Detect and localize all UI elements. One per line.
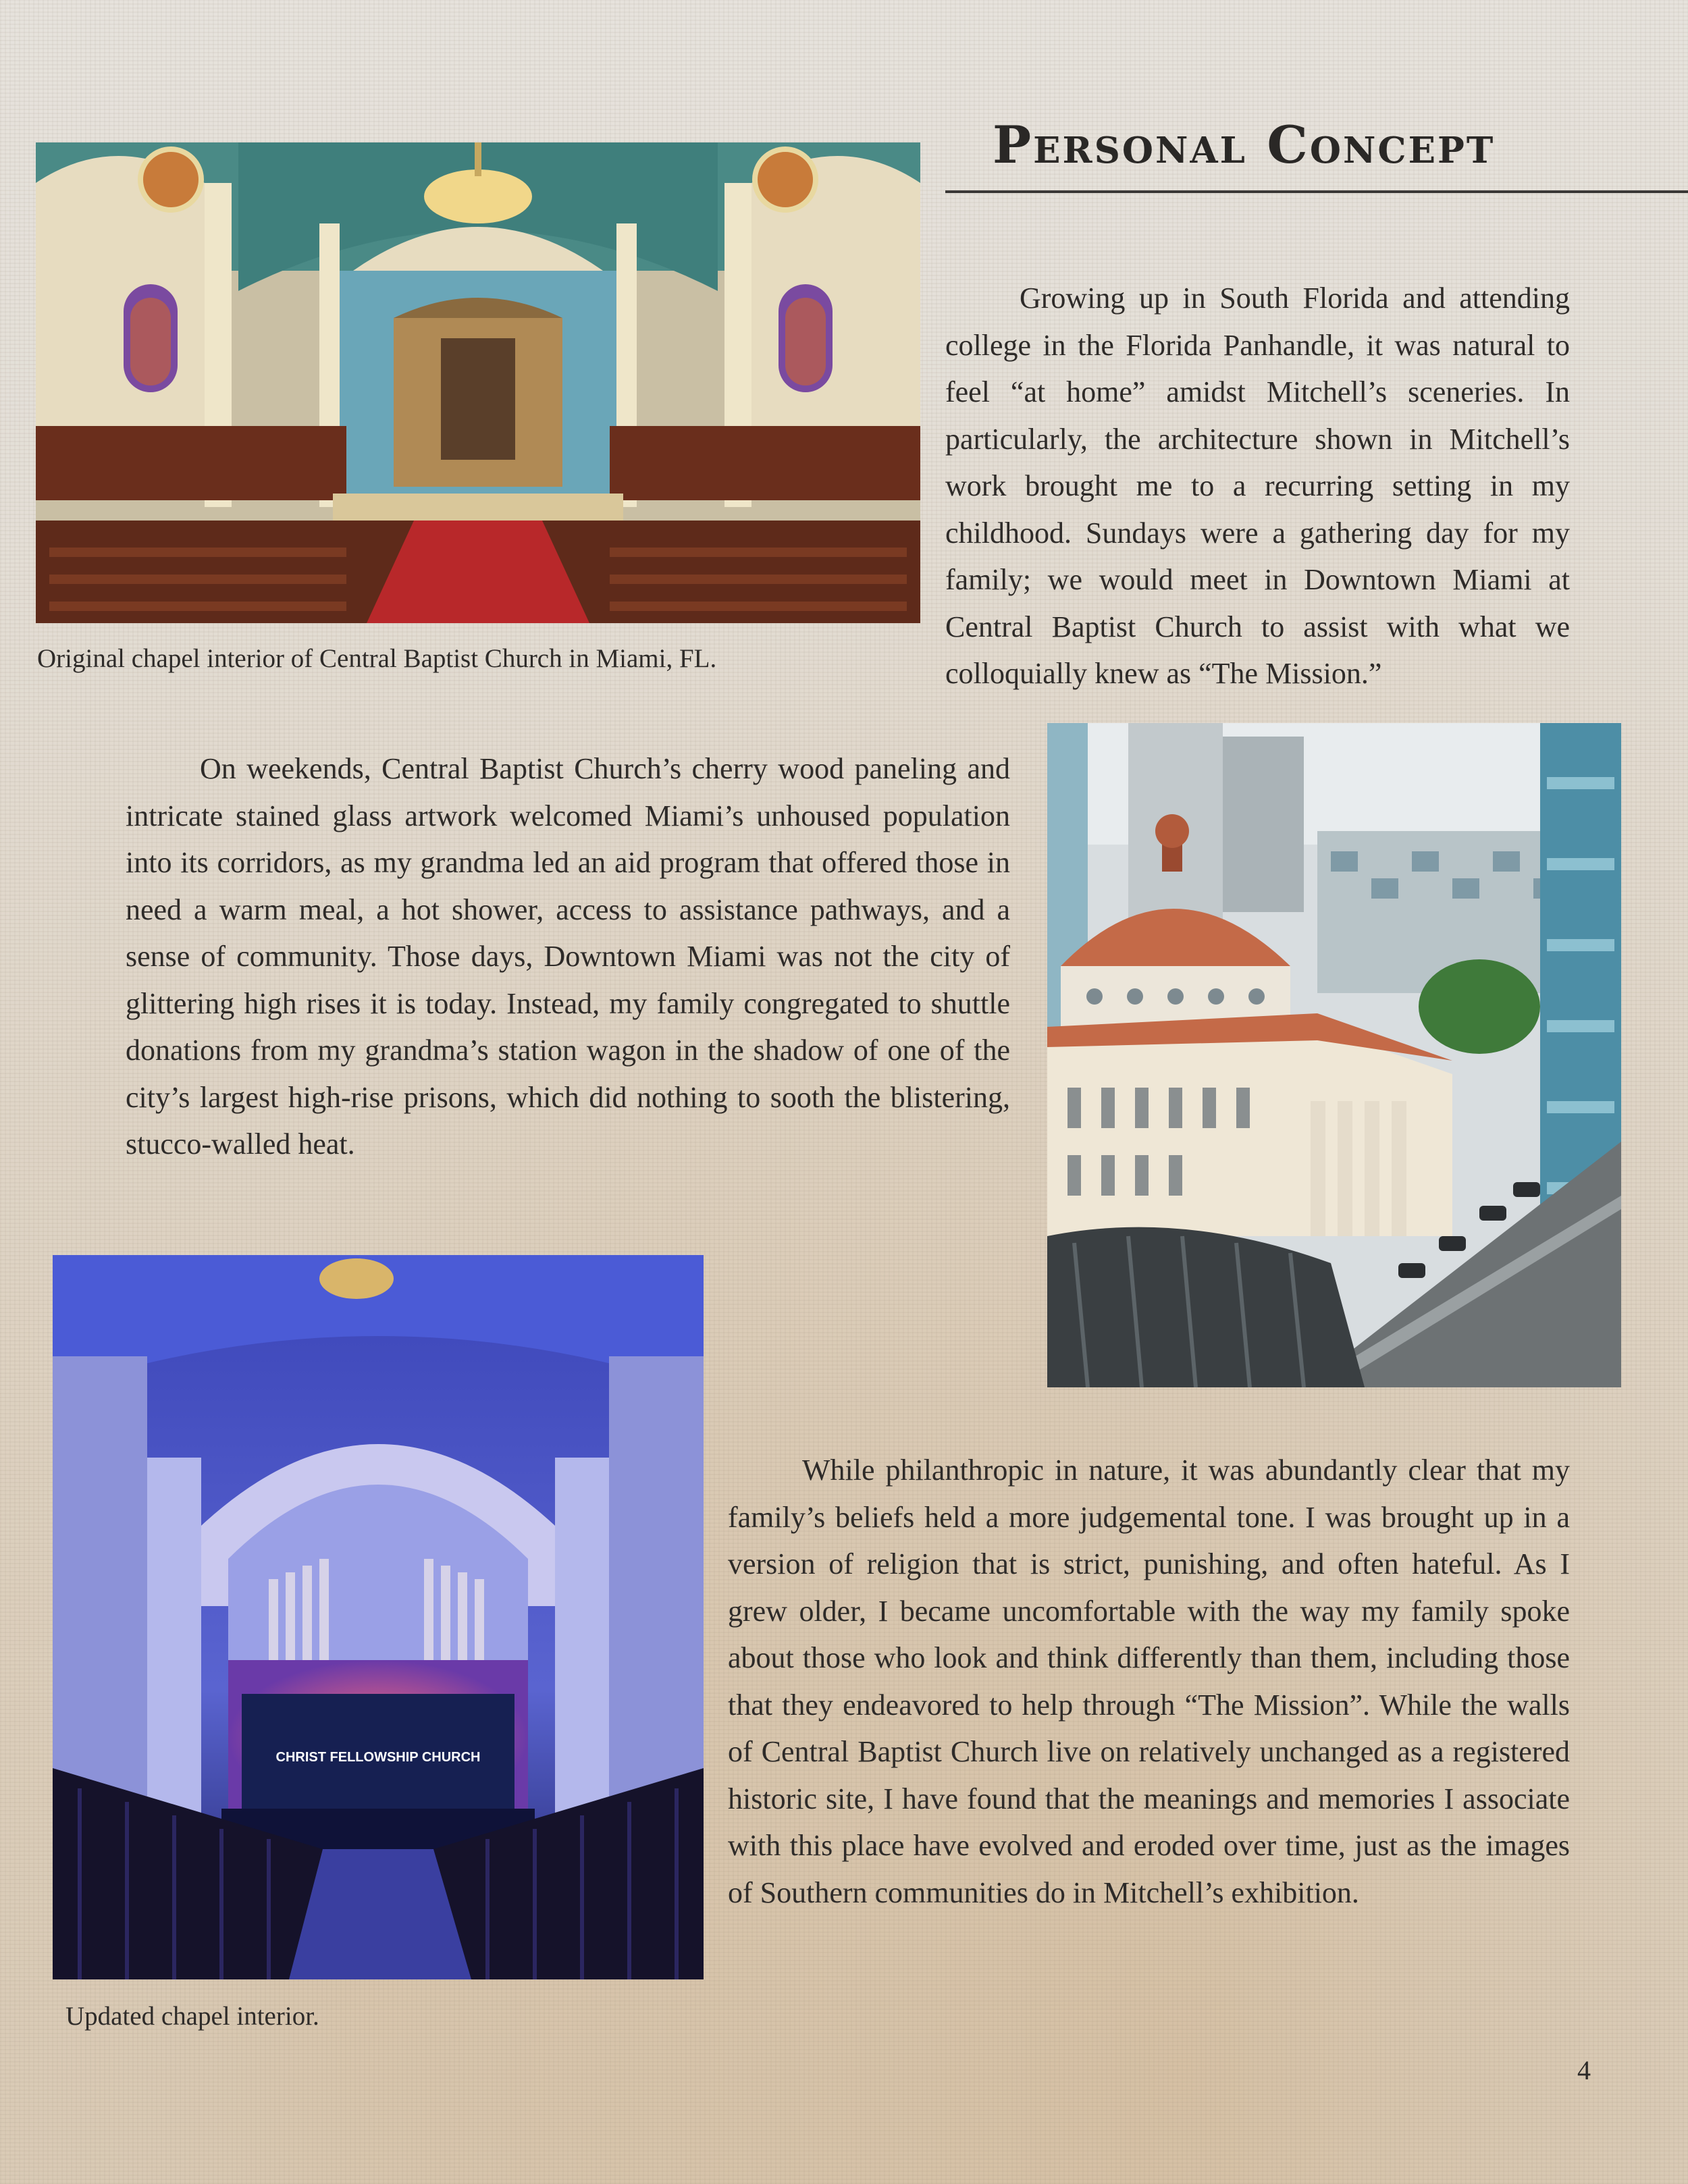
paragraph-intro — [945, 275, 1570, 697]
paragraph-intro-text: Growing up in South Florida and attending college in the Florida Panhandle, it was natural to feel “at home” amidst Mitchell’s sceneries. In particularly, the architecture shown in Mitchell’s work brought me to a recurring setting in my childhood. Sundays were a gathering day for my family; we would meet in Downtown Miami at Central Baptist Church to assist with what we colloquially knew as “The Mission.” — [945, 282, 1570, 690]
caption-original-chapel: Original chapel interior of Central Baptist Church in Miami, FL. — [37, 644, 717, 673]
paragraph-reflection — [728, 1447, 1570, 1916]
screen-signage: CHRIST FELLOWSHIP CHURCH — [275, 1750, 481, 1765]
page-number: 4 — [1577, 2055, 1591, 2085]
photo-updated-chapel-interior — [53, 1255, 704, 1979]
title-underline — [945, 190, 1688, 193]
photo-church-exterior — [1047, 723, 1621, 1387]
paragraph-weekends-text: On weekends, Central Baptist Church’s cherry wood paneling and intricate stained glass artwork welcomed Miami’s unhoused population into its corridors, as my grandma led an aid program that offered those in need a warm meal, a hot shower, access to assistance pathways, and a sense of community. Those days, Downtown Miami was not the city of glittering high rises it is today. Instead, my family congregated to shuttle donations from my grandma’s station wagon in the shadow of one of the city’s largest high-rise prisons, which did nothing to sooth the blistering, stucco-walled heat. — [126, 752, 1010, 1161]
photo-original-chapel-interior — [36, 142, 920, 623]
paragraph-weekends — [126, 745, 1010, 1168]
caption-updated-chapel: Updated chapel interior. — [65, 2002, 319, 2031]
page-title: Personal Concept — [993, 115, 1496, 175]
paragraph-reflection-text: While philanthropic in nature, it was abundantly clear that my family’s beliefs held a more judgemental tone. I was brought up in a version of religion that is strict, punishing, and often hateful. As I grew older, I became uncomfortable with the way my family spoke about those who look and think differently than them, including those that they endeavored to help through “The Mission”. While the walls of Central Baptist Church live on relatively unchanged as a registered historic site, I have found that the meanings and memories I associate with this place have evolved and eroded over time, just as the images of Southern communities do in Mitchell’s exhibition. — [728, 1454, 1570, 1909]
